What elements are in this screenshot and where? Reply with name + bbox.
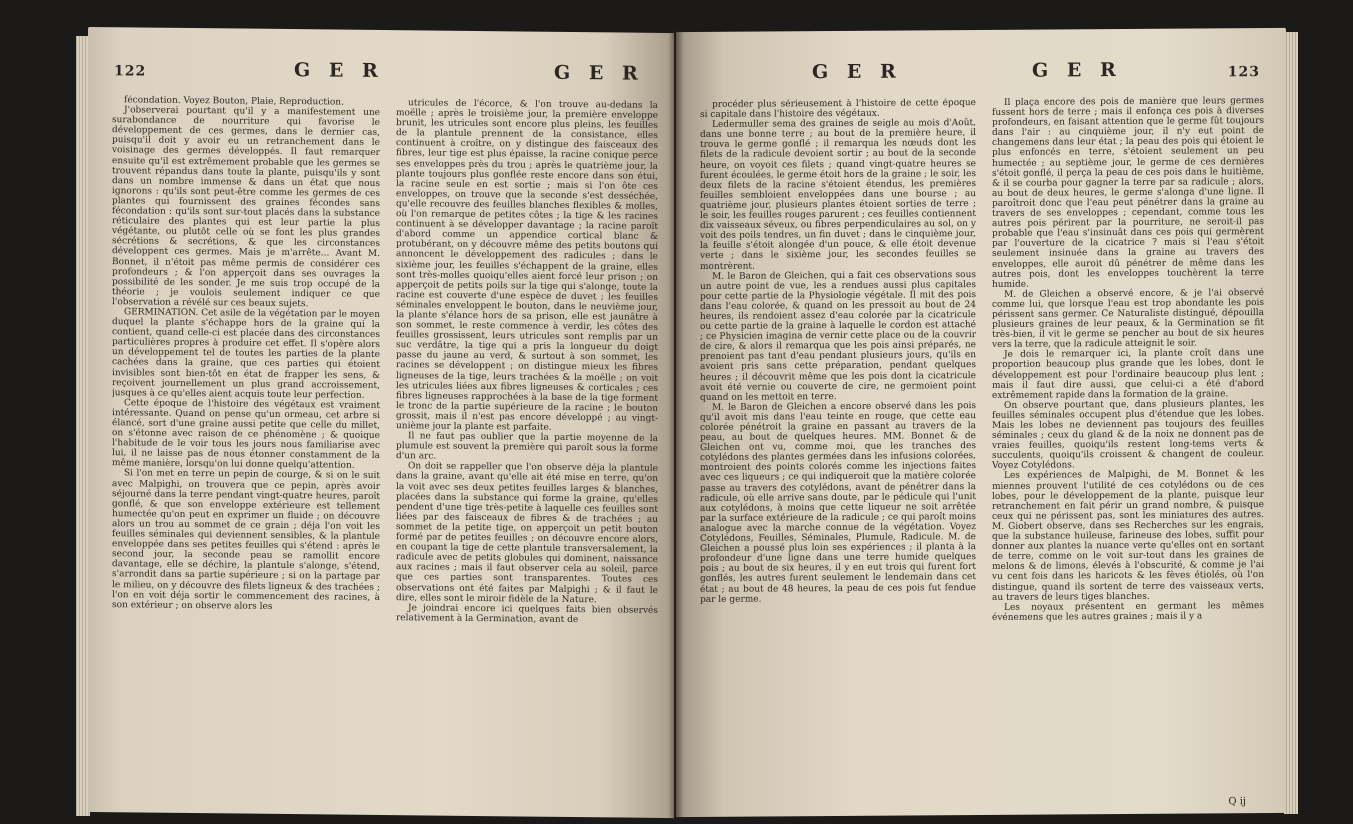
paragraph: Si l'on met en terre un pepin de courge, & si on le suit avec Malpighi, on trouvera que ce pepin, après avoir séjourné dans la terre pendant vingt-quatre heures, paroît gonflé, & que son enveloppe extérieure est tellement humectée qu'on peut en exprimer un fluide ; on découvre alors un trou au sommet de ce grain ; déja l'on voit les feuilles séminales qui deviennent sensibles, & la plantule enveloppée dans ses petites feuilles qui s'étend : après le second jour, la seconde peau se ramollit encore davantage, elle se déchire, la plantule s'alonge, s'étend, s'arrondit dans sa partie supérieure ; si on la partage par le milieu, on y découvre des filets ligneux & des trachées ; l'on en voit déja sortir le commencement des racines, à son extérieur ; on observe alors les xyxy=(112,468,380,612)
paragraph: Je dois le remarquer ici, la plante croît dans une proportion beaucoup plus grande que les lobes, dont le développement est pour l'ordinaire beaucoup plus lent ; mais il faut dire aussi, que celui-ci a été d'abord extrêmement rapide dans la formation de la graine. xyxy=(992,348,1264,401)
paragraph: Les noyaux présentent en germant les mêmes événemens que les autres graines ; mais il y a xyxy=(992,600,1264,623)
paragraph: procéder plus sérieusement à l'histoire de cette époque si capitale dans l'histoire des végétaux. xyxy=(700,98,976,121)
paragraph: fécondation. Voyez Bouton, Plaie, Reproduction. xyxy=(124,95,344,108)
right-page-edges xyxy=(1284,32,1298,814)
column-right xyxy=(396,98,658,804)
running-title-secondary: G E R xyxy=(554,61,644,85)
running-title: G E R xyxy=(1032,59,1122,82)
right-page-text xyxy=(700,96,1266,803)
right-page xyxy=(676,28,1286,817)
column-right xyxy=(992,96,1264,801)
right-page-header xyxy=(702,58,1260,94)
running-title: G E R xyxy=(294,59,384,83)
running-title-secondary: G E R xyxy=(812,60,902,84)
left-page xyxy=(88,27,674,818)
paragraph: Il ne faut pas oublier que la partie moyenne de la plumule est souvent la première qui paroît sous la forme d'un arc. xyxy=(396,431,658,462)
paragraph: M. de Gleichen a observé encore, & je l'ai observé comme lui, que lorsque l'eau est trop abondante les pois périssent sans germer. Ce Naturaliste distingué, dépouilla plusieurs graines de leur peaux, & la Germination se fit très-bien, il vit le germe se pencher au bout de six heures vers la terre, que la radicule atteignit le soir. xyxy=(992,287,1264,351)
paragraph: GERMINATION. Cet asile de la végétation par le moyen duquel la plante s'échappe hors de la graine qui la contient, quand celle-ci est placée dans des circonstances particulières propres à produire cet effet. Il s'opère alors un développement tel de toutes les parties de la plante cachées dans la graine, que ces parties qui étoient invisibles sont bien-tôt en état de frapper les sens, & reçoivent journellement un plus grand accroissement, jusques à ce qu'elles aient acquis toute leur perfection. xyxy=(112,307,380,401)
signature-mark: Q ij xyxy=(1228,796,1246,808)
paragraph: On observe pourtant que, dans plusieurs plantes, les feuilles séminales occupent plus d'étendue que les lobes. Mais les lobes ne deviennent pas toujours des feuilles séminales ; ceux du gland & de la noix ne donnent pas de vraies feuilles, quoiqu'ils restent long-tems verts & succulents, quoiqu'ils croissent & changent de couleur. Voyez Cotylédons. xyxy=(992,398,1264,472)
paragraph: M. le Baron de Gleichen, qui a fait ces observations sous un autre point de vue, les a rendues aussi plus capitales pour cette partie de la Physiologie végétale. Il mit des pois dans l'eau colorée, & quand on les pressoit au bout de 24 heures, ils rendoient assez d'eau colorée par la cicatricule ou cette partie de la graine à laquelle le cordon est attaché ; ce Physicien imagina de vernir cette place ou de la couvrir de cire, & alors il remarqua que les pois ainsi préparés, ne prenoient pas tant d'eau pendant plusieurs jours, qu'ils en avoient pris sans cette préparation, pendant quelques heures ; il découvrit même que les pois dont la cicatricule avoit été vernie ou couverte de cire, ne germoient point quand on les mettoit en terre. xyxy=(700,269,976,403)
paragraph: M. le Baron de Gleichen a encore observé dans les pois qu'il avoit mis dans l'eau teinte en rouge, que cette eau colorée pénétroit la graine en passant au travers de la peau, au bout de quelques heures. MM. Bonnet & de Gleichen ont vu, comme moi, que les tranches des cotylédons des plantes germées dans les infusions colorées, montroient des points colorés comme les injections faites avec ces liqueurs ; ce qui indiqueroit que la matière colorée passe au travers des cotylédons, avant de pénétrer dans la radicule, où elle arrive sans doute, par le pédicule qui l'unit aux cotylédons, à moins que cette liqueur ne soit arrêtée par la surface extérieure de la radicule ; ce qui paroît moins analogue avec la marche connue de la végétation. Voyez Cotylédons, Feuilles, Séminales, Plumule, Radicule. M. de Gleichen a poussé plus loin ses expériences ; il planta à la profondeur d'une ligne dans une terre humide quelques pois ; au bout de six heures, il y en eut trois qui furent fort gonflés, les autres furent seulement le lendemain dans cet état ; au bout de 48 heures, la peau de ces pois fut fendue par le germe. xyxy=(700,400,976,605)
page-number: 123 xyxy=(1227,64,1260,81)
book-gutter xyxy=(668,28,684,818)
paragraph: Cette époque de l'histoire des végétaux est vraiment intéressante. Quand on pense qu'un ormeau, cet arbre si élancé, sort d'une graine aussi petite que celle du millet, on s'étonne avec raison de ce phénomène ; & quoique l'habitude de le voir tous les jours nous familiarise avec lui, il ne laisse pas de nous étonner constamment de la même manière, lorsqu'on lui donne quelqu'attention. xyxy=(112,398,380,472)
left-page-header xyxy=(114,57,648,95)
paragraph: On doit se rappeller que l'on observe déja la plantule dans la graine, avant qu'elle ait été mise en terre, qu'on la voit avec ses deux petites feuilles larges & blanches, placées dans la substance qui forme la graine, qu'elles pendent d'une tige très-petite à laquelle ces feuilles sont liées par des faisceaux de fibres & de trachées ; au sommet de la petite tige, on apperçoit un petit bouton formé par de petites feuilles ; on découvre encore alors, en coupant la tige de cette plantule transversalement, la radicule avec de petits globules qui dominent, naissance aux racines ; mais il faut observer cela au soleil, parce que ces parties sont transparentes. Toutes ces observations ont été faites par Malpighi ; & il faut le dire, elles sont le miroir fidèle de la Nature. xyxy=(396,461,658,605)
paragraph: utricules de l'écorce, & l'on trouve au-dedans la moëlle ; après le troisième jour, la première enveloppe brunit, les utricules sont encore plus pleins, les feuilles de la plantule prennent de la consistance, elles continuent à croître, on y distingue des faisceaux des fibres, leur tige est plus épaisse, la racine conique perce ses enveloppes près du trou ; après le quatrième jour, la plante toujours plus gonflée reste encore dans son étui, la racine seule en est sortie ; mais si l'on ôte ces enveloppes, on trouve que la seconde s'est desséchée, qu'elle recouvre des feuilles blanches flexibles & molles, où l'on remarque de petites côtes ; la tige & les racines continuent à se développer davantage ; la racine paroît d'abord comme un appendice cortical blanc & protubérant, on y découvre même des petits boutons qui annoncent le développement des radicules ; dans le sixième jour, les feuilles s'échappent de la graine, elles sont très-molles quoiqu'elles aient forcé leur prison ; on apperçoit de petits poils sur la tige qui s'alonge, toute la racine est couverte d'une espèce de duvet ; les feuilles séminales enveloppent le bouton, dans le neuvième jour, la plante s'élance hors de sa prison, elle est jaunâtre à son sommet, le reste commence à verdir, les côtes des feuilles grossissent, leurs utricules sont remplis par un suc verdâtre, la tige qui a pris la longueur du doigt passe du jaune au verd, & surtout à son sommet, les racines se développent ; on distingue mieux les fibres ligneuses de la tige, leurs trachées & la moëlle ; on voit les utricules liées aux fibres ligneuses & corticales ; ces fibres ligneuses rapprochées à la base de la tige forment le tronc de la partie supérieure de la racine ; le bouton grossit, mais il n'est pas encore développé ; au vingt-unième jour la plante est parfaite. xyxy=(396,98,658,433)
left-page-text xyxy=(112,95,658,804)
page-number: 122 xyxy=(114,63,147,80)
paragraph: Ledermuller sema des graines de seigle au mois d'Août, dans une bonne terre ; au bout de la première heure, il trouva le germe gonflé ; il remarqua les nœuds dont les filets de la radicule devoient sortir ; au bout de la seconde heure, on voyoit ces filets ; quand vingt-quatre heures se furent écoulées, le germe étoit hors de la graine ; le soir, les deux filets de la racine s'étoient étendus, les premières feuilles sembloient enveloppées dans une bourse ; au quatrième jour, plusieurs plantes étoient sorties de terre ; le soir, les feuilles rouges parurent ; ces feuilles contiennent dix vaisseaux séveux, ou fibres perpendiculaires au sol, on y voit des poils tendres, un fin duvet ; dans le cinquième jour, la feuille s'étoit alongée d'un pouce, & elle étoit devenue verte ; dans le sixième jour, les secondes feuilles se montrèrent. xyxy=(700,118,976,272)
paragraph: Je joindrai encore ici quelques faits bien observés relativement à la Germination, avant de xyxy=(396,602,658,625)
paragraph: J'observerai pourtant qu'il y a manifestement une surabondance de nourriture qui favorise le développement de ces germes, dans le dernier cas, puisqu'il doit y avoir eu un retranchement dans le voisinage des germes développés. Il faut remarquer ensuite qu'il est extrêmement probable que les germes se trouvent répandus dans toute la plante, puisqu'ils y sont dans un nombre immense & dans un état que nous ignorons : qu'ils sont peut-être comme les germes de ces plantes qui fournissent des graines fécondes sans fécondation : qu'ils sont sur-tout placés dans la substance réticulaire des plantes qui est leur partie la plus végétante, ou plutôt celle où se font les plus grandes sécrétions & secrétions, & que les circonstances développent ces germes. Mais je m'arrête... Avant M. Bonnet, il n'étoit pas même permis de considérer ces profondeurs ; & l'on apperçoit dans ses ouvrages la possibilité de les sonder. Je me suis trop occupé de la théorie ; je voulois seulement indiquer ce que l'observation a révélé sur ces beaux sujets. xyxy=(112,105,380,310)
column-left xyxy=(112,95,380,801)
paragraph: Il plaça encore des pois de manière que leurs germes fussent hors de terre ; mais il enfonça ces pois à diverses profondeurs, en faisant attention que le germe fût toujours dans l'air : au cinquième jour, il n'y eut point de changemens dans leur état ; la peau des pois qui étoient le plus enfoncés en terre, s'étoient seulement un peu humectée ; au septième jour, le germe de ces dernières s'étoit gonflé, il perça la peau de ces pois dans le huitième, & il se courba pour gagner la terre par sa radicule ; alors, au bout de deux heures, le germe s'alonga d'une ligne. Il paroîtroit donc que l'eau peut pénétrer dans la graine au travers de ses enveloppes ; cependant, comme tous les autres pois périrent par la pourriture, ne seroit-il pas probable que l'eau s'insinuât dans ces pois qui germèrent par l'ouverture de la cicatrice ? mais si l'eau s'étoit seulement insinuée dans la graine au travers des enveloppes, elle auroit dû pénétrer de même dans les autres pois, dont les enveloppes touchèrent la terre humide. xyxy=(992,96,1264,290)
paragraph: Les expériences de Malpighi, de M. Bonnet & les miennes prouvent l'utilité de ces cotylédons ou de ces lobes, pour le développement de la plante, puisque leur retranchement en fait périr un grand nombre, & puisque ceux qui ne périssent pas, sont les miniatures des autres. M. Giobert observe, dans ses Recherches sur les engrais, que la substance huileuse, farineuse des lobes, suffit pour donner aux plantes la nuance verte qu'elles ont en sortant de terre, comme on le voit sur-tout dans les graines de melons & de limons, élevés à l'obscurité, & comme je l'ai vu cent fois dans les haricots & les fèves étiolés, où l'on distingue, quand ils sortent de terre des vaisseaux verts, au travers de leurs tiges blanches. xyxy=(992,469,1264,603)
column-left xyxy=(700,98,976,803)
